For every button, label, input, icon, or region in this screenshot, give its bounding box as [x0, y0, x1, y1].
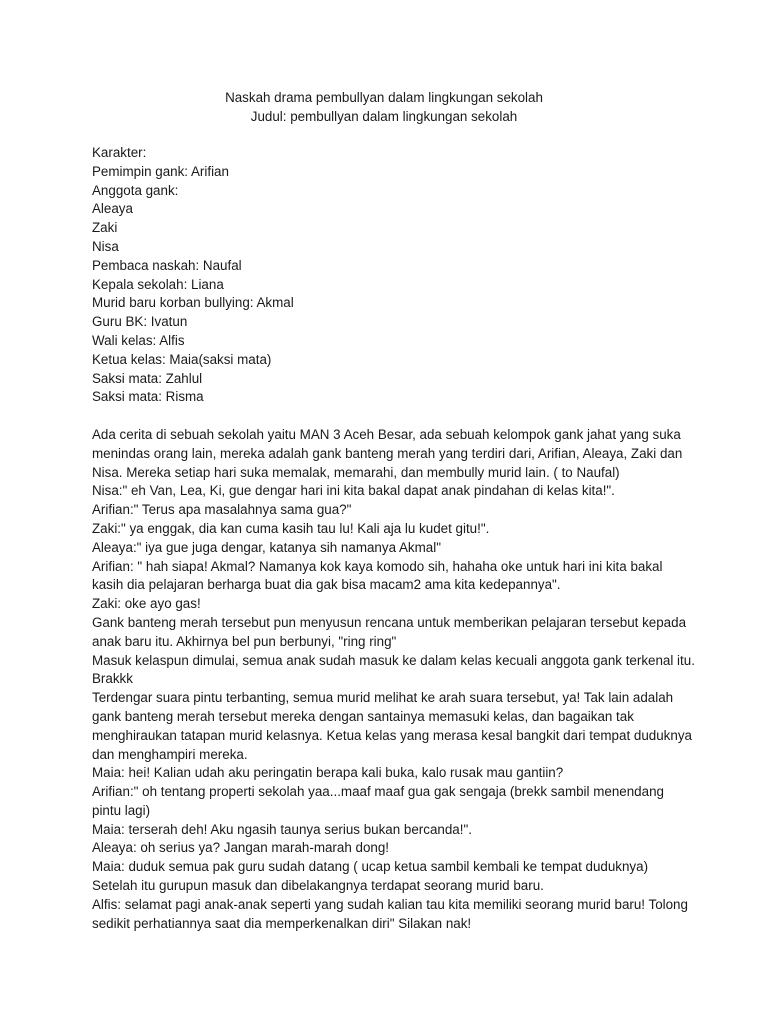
- script-line: Zaki:" ya enggak, dia kan cuma kasih tau lu! Kali aja lu kudet gitu!".: [92, 520, 490, 536]
- script-line: Aleaya: oh serius ya? Jangan marah-marah dong!: [92, 840, 390, 856]
- script-line: Maia: duduk semua pak guru sudah datang ( ucap ketua sambil kembali ke tempat duduknya): [92, 859, 649, 875]
- script-line: Brakkk: [92, 671, 133, 687]
- character-line: Ketua kelas: Maia(saksi mata): [92, 351, 272, 367]
- character-line: Saksi mata: Zahlul: [92, 370, 203, 386]
- character-line: Wali kelas: Alfis: [92, 332, 185, 348]
- script-line: Arifian: " hah siapa! Akmal? Namanya kok kaya komodo sih, hahaha oke untuk hari ini kita bakal: [92, 558, 663, 574]
- script-line: Maia: hei! Kalian udah aku peringatin berapa kali buka, kalo rusak mau gantiin?: [92, 765, 564, 781]
- script-line: gank banteng merah tersebut mereka dengan santainya memasuki kelas, dan bagaikan tak: [92, 708, 634, 724]
- script-line: Gank banteng merah tersebut pun menyusun rencana untuk memberikan pelajaran tersebut kepada: [92, 614, 687, 630]
- document-subtitle: Judul: pembullyan dalam lingkungan sekolah: [250, 109, 518, 124]
- character-line: Pemimpin gank: Arifian: [92, 163, 229, 179]
- script-line: Zaki: oke ayo gas!: [92, 596, 201, 612]
- script-line: Setelah itu gurupun masuk dan dibelakangnya terdapat seorang murid baru.: [92, 878, 544, 894]
- script-line: pintu lagi): [92, 802, 151, 818]
- script-line: Masuk kelaspun dimulai, semua anak sudah masuk ke dalam kelas kecuali anggota gank terkenal itu.: [92, 652, 695, 668]
- script-line: dan menghampiri mereka.: [92, 746, 248, 762]
- paragraph-gap: [92, 407, 682, 426]
- character-line: Anggota gank:: [92, 182, 179, 198]
- document-title: Naskah drama pembullyan dalam lingkungan sekolah: [225, 90, 543, 105]
- document-body: [92, 144, 695, 933]
- script-line: menghiraukan tatapan murid kelasnya. Ketua kelas yang merasa kesal bangkit dari tempat duduknya: [92, 727, 692, 743]
- script-line: Arifian:" oh tentang properti sekolah yaa...maaf maaf gua gak sengaja (brekk sambil menendang: [92, 784, 664, 800]
- characters-heading: Karakter:: [92, 145, 147, 160]
- script-line: Arifian:" Terus apa masalahnya sama gua?": [92, 502, 352, 518]
- script-text: [92, 426, 695, 934]
- character-line: Guru BK: Ivatun: [92, 314, 188, 330]
- character-line: Murid baru korban bullying: Akmal: [92, 295, 294, 311]
- script-line: Nisa. Mereka setiap hari suka memalak, memarahi, dan membully murid lain. ( to Naufal): [92, 464, 620, 480]
- script-line: sedikit perhatiannya saat dia memperkenalkan diri" Silakan nak!: [92, 915, 472, 931]
- character-line: Nisa: [92, 238, 119, 254]
- character-line: Zaki: [92, 220, 118, 236]
- character-line: Aleaya: [92, 201, 133, 217]
- character-line: Kepala sekolah: Liana: [92, 276, 224, 292]
- script-line: Aleaya:" iya gue juga dengar, katanya sih namanya Akmal": [92, 539, 441, 555]
- script-line: menindas orang lain, mereka adalah gank banteng merah yang terdiri dari, Arifian, Aleaya, Zaki dan: [92, 445, 683, 461]
- character-line: Pembaca naskah: Naufal: [92, 257, 242, 273]
- script-line: Ada cerita di sebuah sekolah yaitu MAN 3 Aceh Besar, ada sebuah kelompok gank jahat yang suka: [92, 426, 681, 442]
- script-line: Maia: terserah deh! Aku ngasih taunya serius bukan bercanda!".: [92, 821, 472, 837]
- document-title-block: [0, 88, 768, 126]
- script-line: kasih dia pelajaran berharga buat dia gak bisa macam2 ama kita kedepannya".: [92, 577, 561, 593]
- script-line: anak baru itu. Akhirnya bel pun berbunyi, "ring ring": [92, 633, 397, 649]
- script-line: Alfis: selamat pagi anak-anak seperti yang sudah kalian tau kita memiliki seorang murid baru! Tolong: [92, 896, 688, 912]
- character-list: [92, 163, 682, 407]
- script-line: Nisa:" eh Van, Lea, Ki, gue dengar hari ini kita bakal dapat anak pindahan di kelas kita!".: [92, 483, 615, 499]
- character-line: Saksi mata: Risma: [92, 389, 204, 405]
- script-line: Terdengar suara pintu terbanting, semua murid melihat ke arah suara tersebut, ya! Tak lain adalah: [92, 690, 674, 706]
